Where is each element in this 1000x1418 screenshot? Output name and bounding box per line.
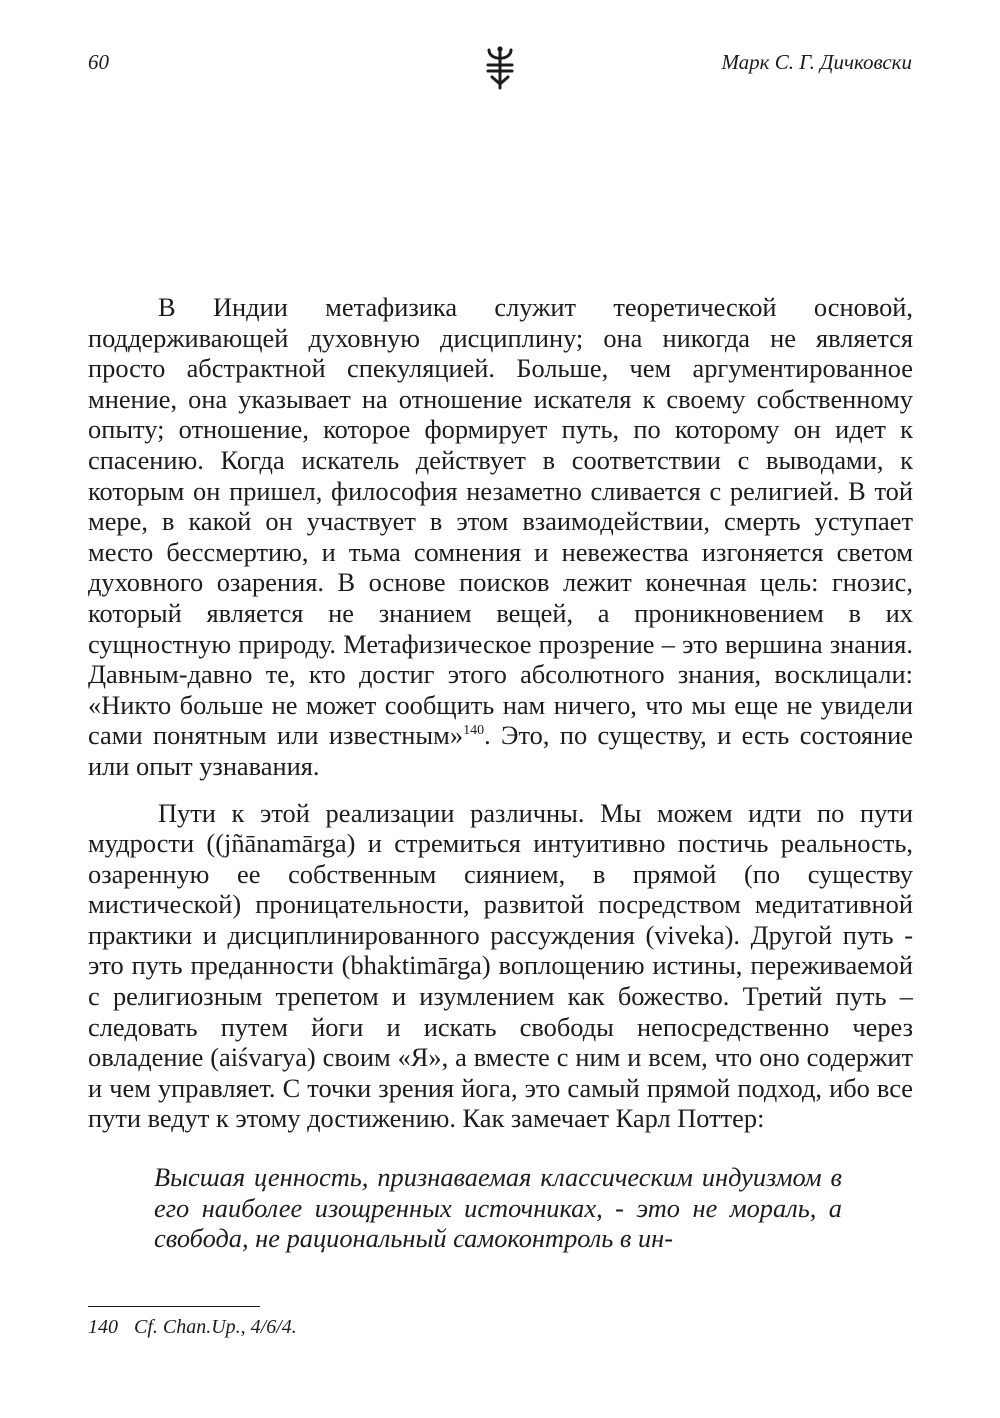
footnote-reference: 140 <box>463 723 485 739</box>
footnote-text: Cf. Chan.Up., 4/6/4. <box>134 1316 297 1338</box>
trident-emblem-icon <box>478 44 522 90</box>
author-running-head: Марк С. Г. Дичковски <box>721 50 912 74</box>
main-text <box>88 292 913 1254</box>
paragraph-1-tail: . Это, по существу, и есть состояние или опыт узнавания. <box>88 720 913 781</box>
page-number: 60 <box>88 50 109 74</box>
footnote-number: 140 <box>88 1316 118 1338</box>
paragraph-1 <box>88 292 913 782</box>
paragraph-1-text: В Индии метафизика служит теоретической основой, поддерживающей духовную дисциплину; она никогда не является просто абстрактной спекуляцией. Больше, чем аргументированное мнение, она указывает на отношение искателя к своему собственному опыту; отношение, которое формирует путь, по которому он идет к спасению. Когда искатель действует в соответствии с выводами, к которым он пришел, философия незаметно сливается с религией. В той мере, в какой он участвует в этом взаимодействии, смерть уступает место бессмертию, и тьма сомнения и невежества изгоняется светом духовного озарения. В основе поисков лежит конечная цель: гнозис, который является не знанием вещей, а проникновением в их сущностную природу. Метафизическое прозрение – это вершина знания. Давным-давно те, кто достиг этого абсолютного знания, восклицали: «Никто больше не может сообщить нам ничего, что мы еще не увидели сами понятным или известным» <box>88 292 913 751</box>
paragraph-2: Пути к этой реализации различны. Мы можем идти по пути мудрости ((jñānamārga) и стремиться интуитивно постичь реальность, озаренную ее собственным сиянием, в прямой (по существу мистической) проницательности, развитой посредством медитативной практики и дисциплинированного рассуждения (viveka). Другой путь - это путь преданности (bhaktimārga) воплощению истины, переживаемой с религиозным трепетом и изумлением как божество. Третий путь – следовать путем йоги и искать свободы непосредственно через овладение (aiśvarya) своим «Я», а вместе с ним и всем, что оно содержит и чем управляет. С точки зрения йога, это самый прямой подход, ибо все пути ведут к этому достижению. Как замечает Карл Поттер: <box>88 797 913 1134</box>
footnote <box>88 1316 297 1339</box>
footnote-divider <box>88 1306 260 1307</box>
page-header <box>0 44 1000 94</box>
block-quote: Высшая ценность, признаваемая классическим индуизмом в его наиболее изощренных источниках, - это не мораль, а свобода, не рациональный самоконтроль в ин- <box>154 1162 842 1254</box>
